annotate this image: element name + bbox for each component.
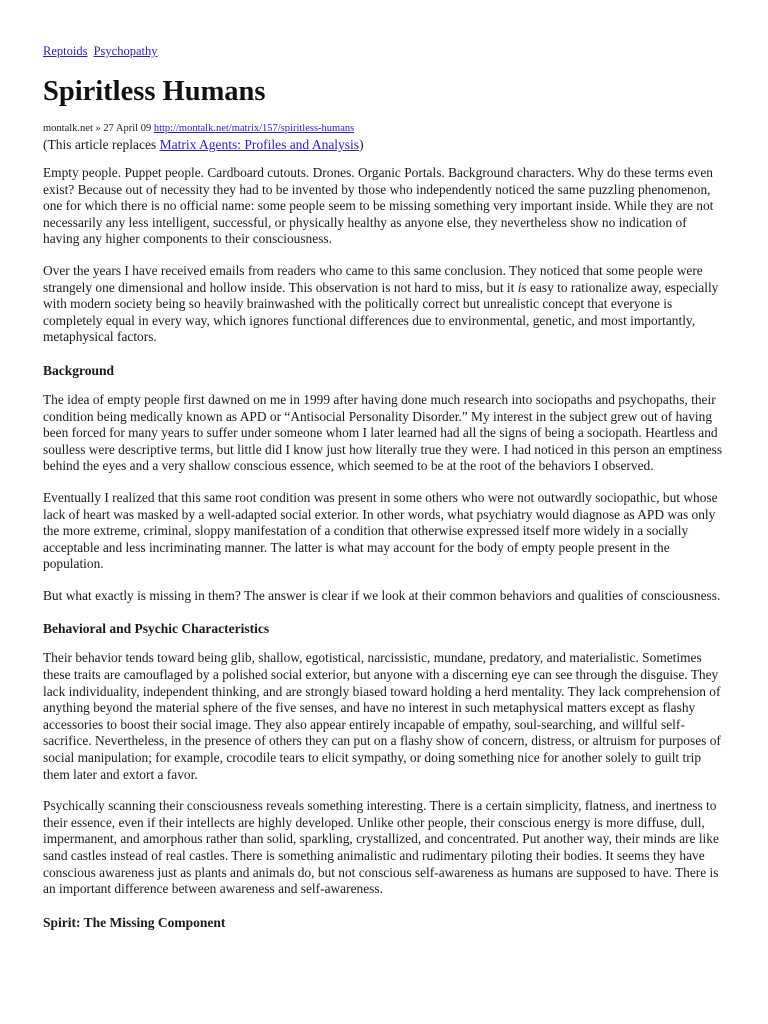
article-meta — [43, 122, 726, 136]
heading-behavioral-characteristics: Behavioral and Psychic Characteristics — [43, 621, 270, 637]
emphasis-is: is — [517, 279, 527, 295]
tag-link-psychopathy[interactable]: Psychopathy — [93, 44, 158, 58]
replaces-prefix: (This article replaces — [43, 137, 160, 152]
replaces-note — [43, 136, 726, 153]
paragraph-intro-2 — [43, 263, 726, 346]
article-url-link[interactable]: http://montalk.net/matrix/157/spiritless-humans — [153, 123, 355, 134]
replaces-suffix: ) — [359, 137, 364, 152]
paragraph-background-1: The idea of empty people first dawned on me in 1999 after having done much research into sociopaths and psychopaths, their condition being medically known as APD or “Antisocial Personality Disorder.” My interest in the subject grew out of having been forced for many years to suffer under someone whom I later learned had all the signs of being a sociopath. Heartless and soulless were descriptive terms, but little did I know just how literally true they were. I had noticed in this person an emptiness behind the eyes and a very shallow conscious essence, which seemed to be at the root of the behaviors I observed. — [43, 391, 723, 474]
paragraph-intro-1: Empty people. Puppet people. Cardboard cutouts. Drones. Organic Portals. Background characters. Why do these terms even exist? Because out of necessity they had to be invented by those who independently noticed the same puzzling phenomenon, one for which there is no official name: some people seem to be missing something very important inside. While they are not necessarily any less intelligent, successful, or physically healthy as anyone else, they nevertheless show no indication of having any higher components to their consciousness. — [43, 165, 714, 247]
meta-source-date: montalk.net » 27 April 09 — [43, 123, 154, 134]
tag-list — [43, 41, 726, 61]
paragraph-background-3: But what exactly is missing in them? The answer is clear if we look at their common behaviors and qualities of consciousness. — [43, 587, 721, 603]
paragraph-intro-2-start: Over the years I have received emails from readers who came to this same conclusion. They noticed that some people were strangely one dimensional and hollow inside. This observation is not hard to miss, but it — [43, 262, 703, 295]
heading-background: Background — [43, 362, 115, 378]
tag-link-reptoids[interactable]: Reptoids — [43, 44, 88, 58]
paragraph-background-2: Eventually I realized that this same root condition was present in some others who were not outwardly sociopathic, but whose lack of heart was masked by a well-adapted social exterior. In other words, what psychiatry would diagnose as APD was only the more extreme, criminal, sloppy manifestation of a condition that otherwise expressed itself more widely in a socially acceptable and less incriminating manner. The latter is what may account for the body of empty people present in the population. — [43, 489, 718, 572]
paragraph-intro-2-end: easy to rationalize away, especially with modern society being so heavily brainwashed with the politically correct but unrealistic concept that everyone is completely equal in every way, which ignores functional differences due to environmental, genetic, and most importantly, metaphysical factors. — [43, 279, 719, 345]
paragraph-behavior-1: Their behavior tends toward being glib, shallow, egotistical, narcissistic, mundane, predatory, and materialistic. Sometimes these traits are camouflaged by a polished social exterior, but anyone with a discerning eye can see through the disguise. They lack individuality, independent thinking, and are strongly biased toward holding a herd mentality. They lack comprehension of anything beyond the material sphere of the five senses, and have no interest in such metaphysical matters except as flashy accessories to boost their social image. They also appear entirely incapable of empathy, soul-searching, and willful self-sacrifice. Nevertheless, in the presence of others they can put on a flashy show of concern, distress, or altruism for purposes of social manipulation; for example, crocodile tears to elicit sympathy, or doing something nice for another solely to guilt trip them later and extort a favor. — [43, 650, 721, 782]
paragraph-behavior-2: Psychically scanning their consciousness reveals something interesting. There is a certain simplicity, flatness, and inertness to their essence, even if their intellects are highly developed. Unlike other people, their conscious energy is more diffuse, dull, impermanent, and amorphous rather than solid, sparkling, crystallized, and concentrated. Put another way, their minds are like sand castles instead of real castles. There is something animalistic and rudimentary piloting their bodies. It seems they have conscious awareness just as plants and animals do, but not conscious self-awareness as humans are supposed to have. There is an important difference between awareness and self-awareness. — [43, 798, 719, 897]
replaced-article-link[interactable]: Matrix Agents: Profiles and Analysis — [159, 137, 360, 152]
heading-spirit-missing-component: Spirit: The Missing Component — [43, 914, 226, 930]
article-title: Spiritless Humans — [43, 76, 266, 107]
